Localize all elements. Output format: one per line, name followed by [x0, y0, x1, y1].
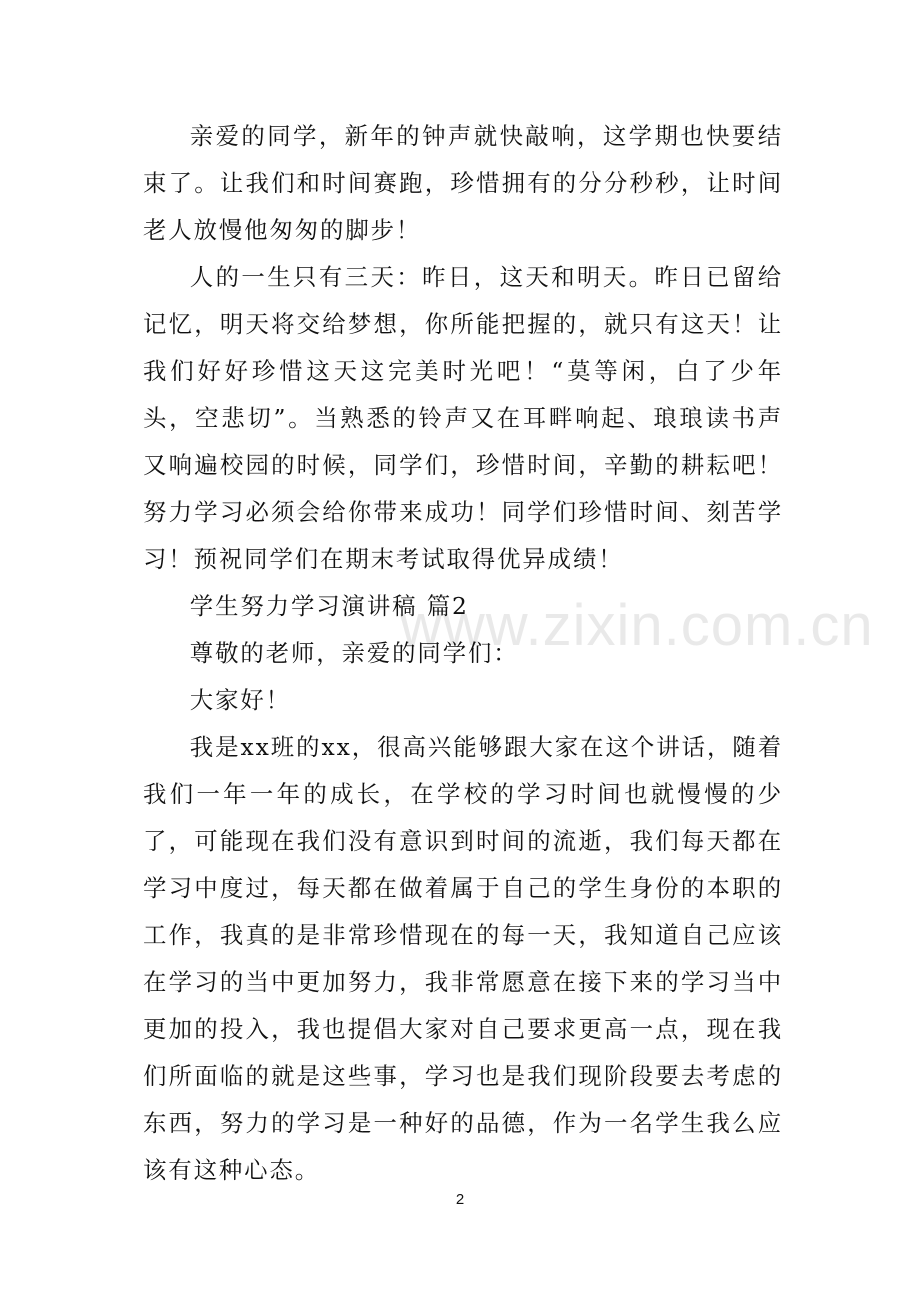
paragraph-speech-body: 我是xx班的xx，很高兴能够跟大家在这个讲话，随着我们一年一年的成长，在学校的学习时间也就慢慢的少了，可能现在我们没有意识到时间的流逝，我们每天都在学习中度过，每天都在做着属于自己的学生身份的本职的工作，我真的是非常珍惜现在的每一天，我知道自己应该在学习的当中更加努力，我非常愿意在接下来的学习当中更加的投入，我也提倡大家对自己要求更高一点，现在我们所面临的就是这些事，学习也是我们现阶段要去考虑的东西，努力的学习是一种好的品德，作为一名学生我么应该有这种心态。 [143, 733, 783, 1184]
greeting: 大家好！ [189, 686, 291, 714]
page-number: 2 [455, 1191, 465, 1208]
paragraph-closing: 亲爱的同学，新年的钟声就快敲响，这学期也快要结束了。让我们和时间赛跑，珍惜拥有的分分秒秒，让时间老人放慢他匆匆的脚步！ [143, 122, 783, 244]
document-body [143, 113, 783, 1194]
salutation: 尊敬的老师，亲爱的同学们： [189, 639, 519, 667]
watermark: www.zixin.com.cn [400, 593, 874, 658]
section-heading: 学生努力学习演讲稿 篇2 [189, 592, 469, 620]
paragraph-three-days: 人的一生只有三天：昨日，这天和明天。昨日已留给记忆，明天将交给梦想，你所能把握的，就只有这天！让我们好好珍惜这天这完美时光吧！“莫等闲，白了少年头，空悲切”。当熟悉的铃声又在耳畔响起、琅琅读书声又响遍校园的时候，同学们，珍惜时间，辛勤的耕耘吧！努力学习必须会给你带来成功！同学们珍惜时间、刻苦学习！预祝同学们在期末考试取得优异成绩！ [143, 263, 783, 573]
